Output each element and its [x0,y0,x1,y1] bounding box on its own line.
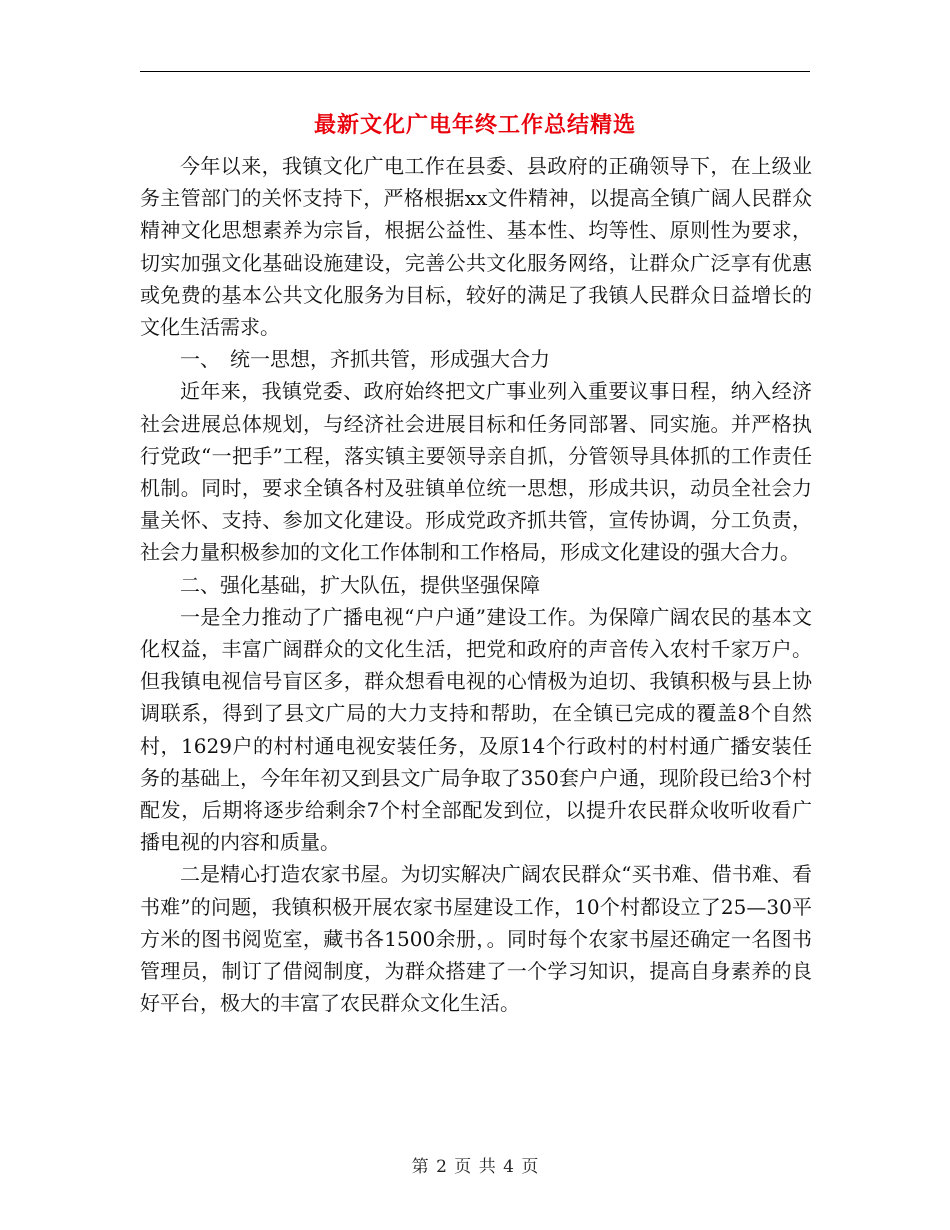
page-number-footer: 第 2 页 共 4 页 [411,1157,539,1177]
header-rule [140,71,810,72]
paragraph-broadcast: 一是全力推动了广播电视“户户通”建设工作。为保障广阔农民的基本文化权益，丰富广阔群众的文化生活，把党和政府的声音传入农村千家万户。但我镇电视信号盲区多，群众想看电视的心情极为迫切、我镇积极与县上协调联系，得到了县文广局的大力支持和帮助，在全镇已完成的覆盖8个自然村，1629户的村村通电视安装任务，及原14个行政村的村村通广播安装任务的基础上，今年年初又到县文广局争取了350套户户通，现阶段已给3个村配发，后期将逐步给剩余7个村全部配发到位，以提升农民群众收听收看广播电视的内容和质量。 [140,604,812,855]
paragraph-intro: 今年以来，我镇文化广电工作在县委、县政府的正确领导下，在上级业务主管部门的关怀支持下，严格根据xx文件精神，以提高全镇广阔人民群众精神文化思想素养为宗旨，根据公益性、基本性、均等性、原则性为要求，切实加强文化基础设施建设，完善公共文化服务网络，让群众广泛享有优惠或免费的基本公共文化服务为目标，较好的满足了我镇人民群众日益增长的文化生活需求。 [140,154,812,340]
section-heading-2: 二、强化基础，扩大队伍，提供坚强保障 [180,572,540,597]
section-heading-1: 一、 统一思想，齐抓共管，形成强大合力 [180,347,550,372]
paragraph-bookhouse: 二是精心打造农家书屋。为切实解决广阔农民群众“买书难、借书难、看书难”的问题，我镇积极开展农家书屋建设工作，10个村都设立了25—30平方米的图书阅览室，藏书各1500余册，。同时每个农家书屋还确定一名图书管理员，制订了借阅制度，为群众搭建了一个学习知识，提高自身素养的良好平台，极大的丰富了农民群众文化生活。 [140,862,812,1016]
document-body [140,150,812,1019]
paragraph-section-1: 近年来，我镇党委、政府始终把文广事业列入重要议事日程，纳入经济社会进展总体规划，与经济社会进展目标和任务同部署、同实施。并严格执行党政“一把手”工程，落实镇主要领导亲自抓，分管领导具体抓的工作责任机制。同时，要求全镇各村及驻镇单位统一思想，形成共识，动员全社会力量关怀、支持、参加文化建设。形成党政齐抓共管，宣传协调，分工负责，社会力量积极参加的文化工作体制和工作格局，形成文化建设的强大合力。 [140,379,812,565]
document-title: 最新文化广电年终工作总结精选 [313,112,636,138]
